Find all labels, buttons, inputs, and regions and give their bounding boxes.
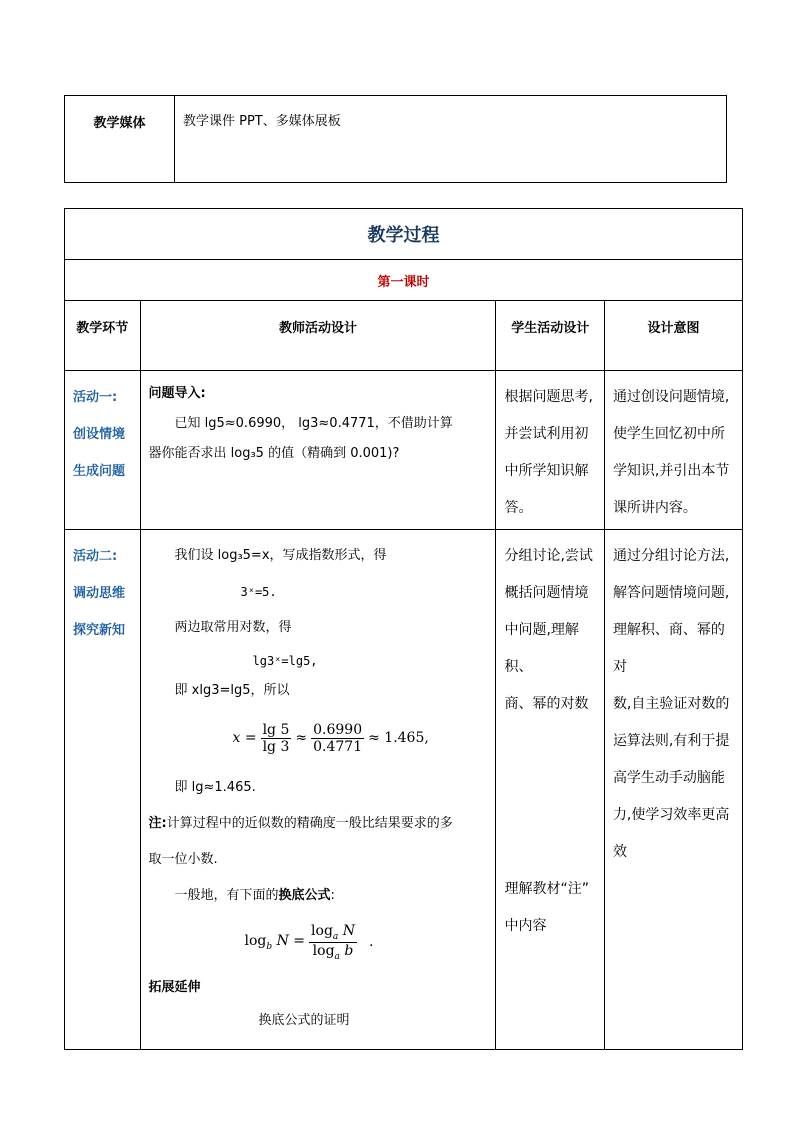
student-line: 并尝试利用初 <box>504 426 589 442</box>
intent-line: 运算法则,有利于提 <box>612 733 730 749</box>
cob-lhs-base: b <box>266 941 273 952</box>
media-label: 教学媒体 <box>65 96 175 183</box>
cob-lhs-var: N = <box>276 932 306 949</box>
cob-num-var: N <box>342 922 355 939</box>
activity2-label-line: 活动二: <box>73 549 118 564</box>
cob-log: log <box>311 922 333 939</box>
student-line: 答。 <box>504 500 533 516</box>
activity2-intent <box>604 530 742 1050</box>
header-row <box>65 301 743 371</box>
change-of-base-term: 换底公式 <box>278 888 331 903</box>
media-table <box>64 95 727 183</box>
intent-line: 通过创设问题情境, <box>612 389 730 405</box>
fraction-lg <box>261 722 292 755</box>
student-line: 中所学知识解 <box>504 463 589 479</box>
fraction-denominator: lg 3 <box>262 738 290 755</box>
activity1-label-line: 活动一: <box>73 390 118 405</box>
log-ratio-formula <box>149 706 488 770</box>
extend-label: 拓展延伸 <box>148 980 201 995</box>
activity1-row <box>65 371 743 530</box>
intent-line: 高学生动手动脑能 <box>612 770 725 786</box>
student-line: 中问题,理解积、 <box>504 622 579 675</box>
derivation-line: 我们设 log₃5=x，写成指数形式，得 <box>174 548 387 563</box>
cob-log: log <box>244 932 267 949</box>
cob-lhs <box>245 933 306 952</box>
derivation-line: 3ˣ=5. <box>240 585 277 599</box>
general-pre: 一般地，有下面的 <box>174 888 279 903</box>
extend-text: 换底公式的证明 <box>258 1013 350 1028</box>
intent-line: 解答问题情境问题, <box>612 585 730 601</box>
fraction-numerator: lg 5 <box>262 721 290 738</box>
cob-log: log <box>312 942 335 959</box>
student-line: 中内容 <box>504 918 547 934</box>
cob-den-var: b <box>344 942 354 959</box>
student-line: 分组讨论,尝试 <box>504 548 593 564</box>
change-of-base-formula <box>149 914 488 970</box>
spacer <box>504 723 599 871</box>
process-title: 教学过程 <box>65 209 743 260</box>
activity1-intent <box>604 371 742 530</box>
intent-line: 学知识,并引出本节 <box>612 463 730 479</box>
activity1-teacher <box>140 371 496 530</box>
approx-sign: ≈ <box>295 730 308 746</box>
intent-line: 使学生回忆初中所 <box>612 426 725 442</box>
intent-line: 通过分组讨论方法, <box>612 548 730 564</box>
activity2-teacher <box>140 530 496 1050</box>
lesson-label: 第一课时 <box>65 260 743 301</box>
process-table <box>64 208 743 1050</box>
header-intent: 设计意图 <box>604 301 742 371</box>
header-student: 学生活动设计 <box>496 301 604 371</box>
student-line: 概括问题情境 <box>504 585 589 601</box>
activity1-text: 器你能否求出 log₃5 的值（精确到 0.001)? <box>148 446 400 461</box>
activity2-label <box>65 530 141 1050</box>
cob-fraction <box>309 923 357 962</box>
fraction-denominator: 0.4771 <box>313 738 363 755</box>
note-label: 注: <box>148 816 167 831</box>
formula-lhs: x = <box>232 730 257 746</box>
intent-line: 数,自主验证对数的 <box>612 696 730 712</box>
note-text-cont: 取一位小数. <box>148 852 218 867</box>
cob-den-base: a <box>334 951 340 962</box>
intent-line: 理解积、商、幂的对 <box>612 622 725 675</box>
intent-line: 力,使学习效率更高 <box>612 807 730 823</box>
derivation-line: 两边取常用对数，得 <box>174 620 292 635</box>
student-line: 商、幂的对数 <box>504 696 589 712</box>
cob-num-base: a <box>332 931 339 942</box>
general-post: : <box>330 888 335 903</box>
cob-numerator <box>309 923 357 943</box>
media-value: 教学课件 PPT、多媒体展板 <box>175 96 727 183</box>
cob-tail: . <box>368 934 374 950</box>
activity1-label-line: 创设情境 <box>73 427 126 442</box>
activity1-label-line: 生成问题 <box>73 464 126 479</box>
student-line: 理解教材“注” <box>504 881 589 897</box>
header-stage: 教学环节 <box>65 301 141 371</box>
activity1-heading: 问题导入: <box>148 386 206 401</box>
fraction-numerator: 0.6990 <box>313 721 363 738</box>
activity1-label <box>65 371 141 530</box>
activity1-student <box>496 371 604 530</box>
activity2-row <box>65 530 743 1050</box>
student-line: 根据问题思考, <box>504 389 593 405</box>
activity2-student <box>496 530 604 1050</box>
formula-result: ≈ 1.465, <box>368 730 429 746</box>
note-text: 计算过程中的近似数的精确度一般比结果要求的多 <box>166 816 453 831</box>
derivation-line: 即 lg≈1.465. <box>174 780 256 795</box>
fraction-decimal <box>311 722 364 755</box>
intent-line: 课所讲内容。 <box>612 500 697 516</box>
general-statement <box>149 878 488 914</box>
activity2-label-line: 调动思维 <box>73 586 126 601</box>
derivation-line: 即 xlg3=lg5，所以 <box>174 683 290 698</box>
activity2-label-line: 探究新知 <box>73 623 126 638</box>
activity1-text: 已知 lg5≈0.6990， lg3≈0.4771，不借助计算 <box>174 416 453 431</box>
derivation-line: lg3ˣ=lg5, <box>252 654 318 668</box>
intent-line: 效 <box>612 844 627 860</box>
cob-denominator <box>311 943 356 962</box>
note <box>149 806 488 842</box>
header-teacher: 教师活动设计 <box>140 301 496 371</box>
